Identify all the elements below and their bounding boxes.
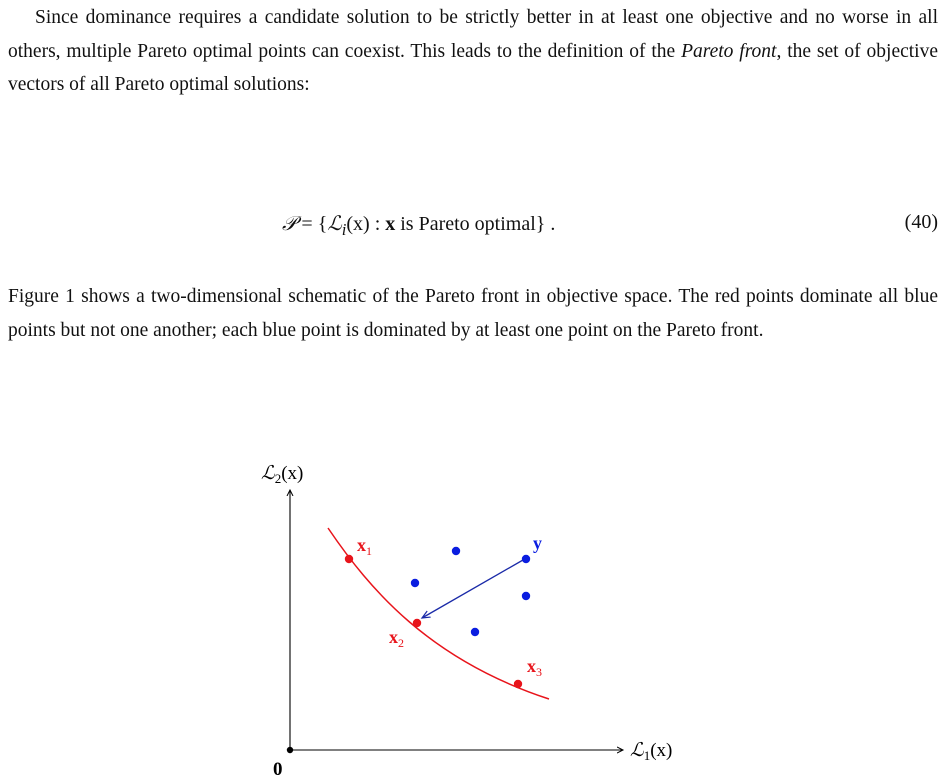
dominated-point [452,547,460,555]
x-axis-label-symbol: ℒ [630,739,644,761]
paragraph-figure-description: Figure 1 shows a two-dimensional schematic of the Pareto front in objective space. The red points dominate all blue points but not one another; each blue point is dominated by at least one point on the Pareto front. [8,286,938,341]
pareto-point-label-x3-var: x [527,656,536,676]
y-axis-label-sub: 2 [274,471,282,486]
pareto-set-symbol: 𝒫 [282,211,297,235]
pareto-front-term: Pareto front [681,40,777,62]
equation-condition: is Pareto optimal [395,213,536,235]
y-axis-label-arg: (x) [281,463,304,484]
pareto-point-label-x1 [357,535,372,558]
paragraph1-text-b: , the set of objective vectors of all Pareto optimal solutions: [8,40,938,95]
dominated-point [522,592,530,600]
pareto-point-label-x3-sub: 3 [536,665,542,679]
pareto-point-label-x2-var: x [389,627,398,647]
solution-variable: x [385,213,396,235]
x-axis-label-sub: 1 [643,748,651,763]
dominated-point-y [522,555,530,563]
pareto-point-label-x2 [389,627,404,650]
loss-index: i [341,220,347,239]
dominated-point [411,579,419,587]
loss-argument: (x) [346,213,370,235]
dominance-arrow [422,560,523,618]
loss-symbol: ℒ [327,211,342,235]
dominated-point-label-y: y [533,533,542,553]
pareto-point [413,619,421,627]
pareto-point-label-x2-sub: 2 [398,636,404,650]
pareto-point-label-x1-sub: 1 [366,544,372,558]
pareto-point [514,680,522,688]
equation-equals: = { [296,213,328,235]
paragraph1-text-a: Since dominance requires a candidate solution to be strictly better in at least one objective and no worse in all others, multiple Pareto optimal points can coexist. This leads to the definition of the [8,7,938,62]
dominated-point [471,628,479,636]
x-axis-label-arg: (x) [650,740,673,761]
equation-close: } . [535,213,556,235]
pareto-point [345,555,353,563]
pareto-point-label-x1-var: x [357,535,366,555]
y-axis-label [261,462,303,486]
origin-dot [287,747,293,753]
x-axis-label [630,739,672,763]
equation-number: (40) [904,211,938,233]
equation-colon: : [369,213,386,235]
y-axis-label-symbol: ℒ [261,462,275,484]
origin-label: 0 [273,759,283,779]
pareto-point-label-x3 [527,656,542,679]
